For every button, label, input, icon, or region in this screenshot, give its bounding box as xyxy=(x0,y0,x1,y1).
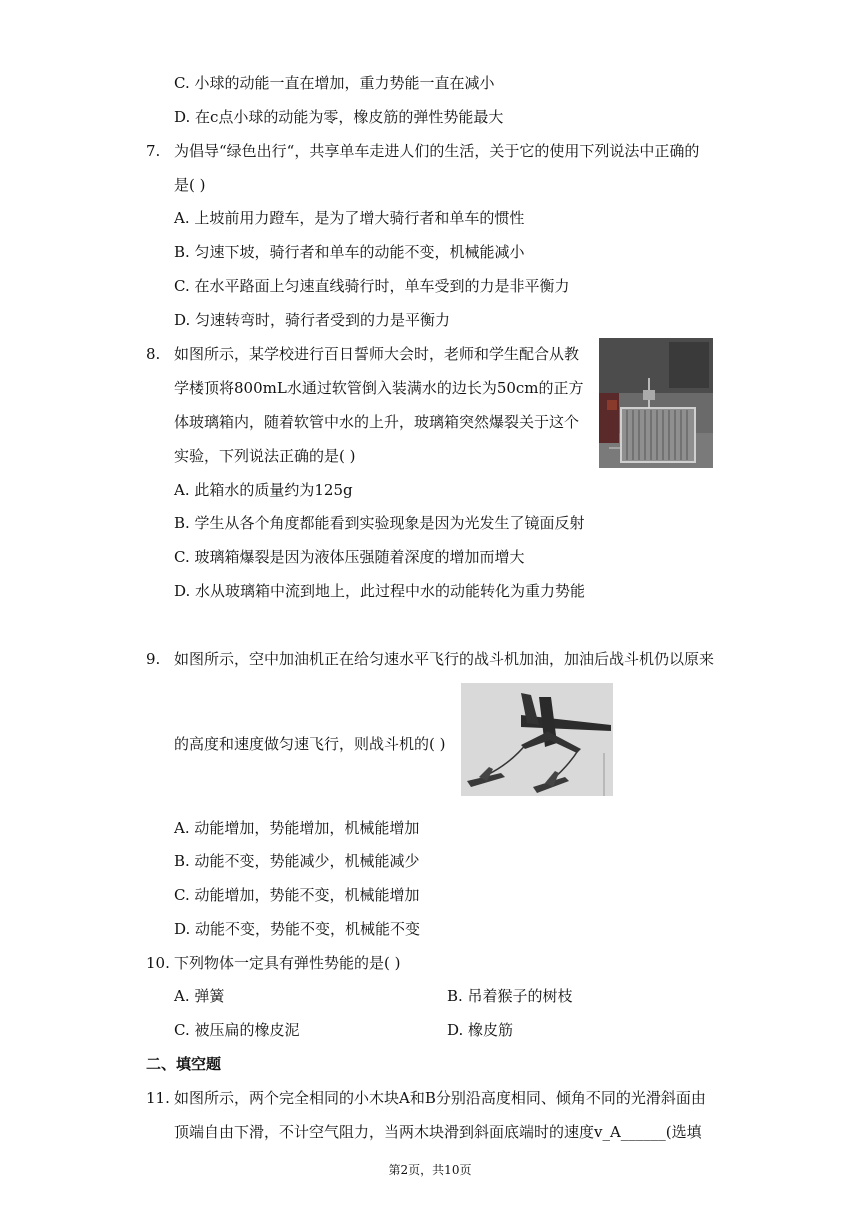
page-footer: 第2页，共10页 xyxy=(388,1163,472,1177)
q10-option-d: D. 橡皮筋 xyxy=(447,1021,514,1039)
q10-option-a: A. 弹簧 xyxy=(174,987,225,1005)
q7-option-a: A. 上坡前用力蹬车，是为了增大骑行者和单车的惯性 xyxy=(174,209,525,227)
glass-tank-photo xyxy=(599,338,713,468)
q7-option-b: B. 匀速下坡，骑行者和单车的动能不变，机械能减小 xyxy=(174,243,525,261)
q8-option-a: A. 此箱水的质量约为125g xyxy=(174,481,353,499)
q11-stem-line2: 顶端自由下滑，不计空气阻力，当两木块滑到斜面底端时的速度v_A______(选填 xyxy=(174,1123,702,1141)
q6-option-c: C. 小球的动能一直在增加，重力势能一直在减小 xyxy=(174,74,495,92)
question-number: 9. xyxy=(146,650,161,668)
question-number: 11. xyxy=(146,1089,170,1107)
q9-stem-line1: 如图所示，空中加油机正在给匀速水平飞行的战斗机加油，加油后战斗机仍以原来 xyxy=(174,650,715,668)
section-heading: 二、填空题 xyxy=(146,1055,222,1073)
q7-stem-line2: 是( ) xyxy=(174,176,206,194)
q9-option-a: A. 动能增加，势能增加，机械能增加 xyxy=(174,819,420,837)
question-number: 7. xyxy=(146,142,161,160)
q8-stem-line4: 实验，下列说法正确的是( ) xyxy=(174,447,356,465)
q8-option-b: B. 学生从各个角度都能看到实验现象是因为光发生了镜面反射 xyxy=(174,514,585,532)
q9-option-c: C. 动能增加，势能不变，机械能增加 xyxy=(174,886,420,904)
q8-stem-line1: 如图所示，某学校进行百日誓师大会时，老师和学生配合从教 xyxy=(174,345,580,363)
q9-option-d: D. 动能不变，势能不变，机械能不变 xyxy=(174,920,421,938)
q8-stem-line3: 体玻璃箱内，随着软管中水的上升，玻璃箱突然爆裂关于这个 xyxy=(174,413,580,431)
q11-stem-line1: 如图所示，两个完全相同的小木块A和B分别沿高度相同、倾角不同的光滑斜面由 xyxy=(174,1089,706,1107)
glass-tank-illustration xyxy=(599,338,713,468)
q7-option-d: D. 匀速转弯时，骑行者受到的力是平衡力 xyxy=(174,311,451,329)
aerial-refueling-illustration xyxy=(461,683,613,796)
question-number: 10. xyxy=(146,954,170,972)
q8-option-d: D. 水从玻璃箱中流到地上，此过程中水的动能转化为重力势能 xyxy=(174,582,586,600)
q7-option-c: C. 在水平路面上匀速直线骑行时，单车受到的力是非平衡力 xyxy=(174,277,570,295)
q10-stem: 下列物体一定具有弹性势能的是( ) xyxy=(174,954,401,972)
q7-stem-line1: 为倡导“绿色出行“，共享单车走进人们的生活，关于它的使用下列说法中正确的 xyxy=(174,142,700,160)
q8-option-c: C. 玻璃箱爆裂是因为液体压强随着深度的增加而增大 xyxy=(174,548,525,566)
q10-option-c: C. 被压扁的橡皮泥 xyxy=(174,1021,300,1039)
question-number: 8. xyxy=(146,345,161,363)
q9-option-b: B. 动能不变，势能减少，机械能减少 xyxy=(174,852,420,870)
q10-option-b: B. 吊着猴子的树枝 xyxy=(447,987,573,1005)
q9-stem-line2: 的高度和速度做匀速飞行，则战斗机的( ) xyxy=(174,735,446,753)
q8-stem-line2: 学楼顶将800mL水通过软管倒入装满水的边长为50cm的正方 xyxy=(174,379,584,397)
aerial-refueling-photo xyxy=(461,683,613,796)
q6-option-d: D. 在c点小球的动能为零，橡皮筋的弹性势能最大 xyxy=(174,108,504,126)
